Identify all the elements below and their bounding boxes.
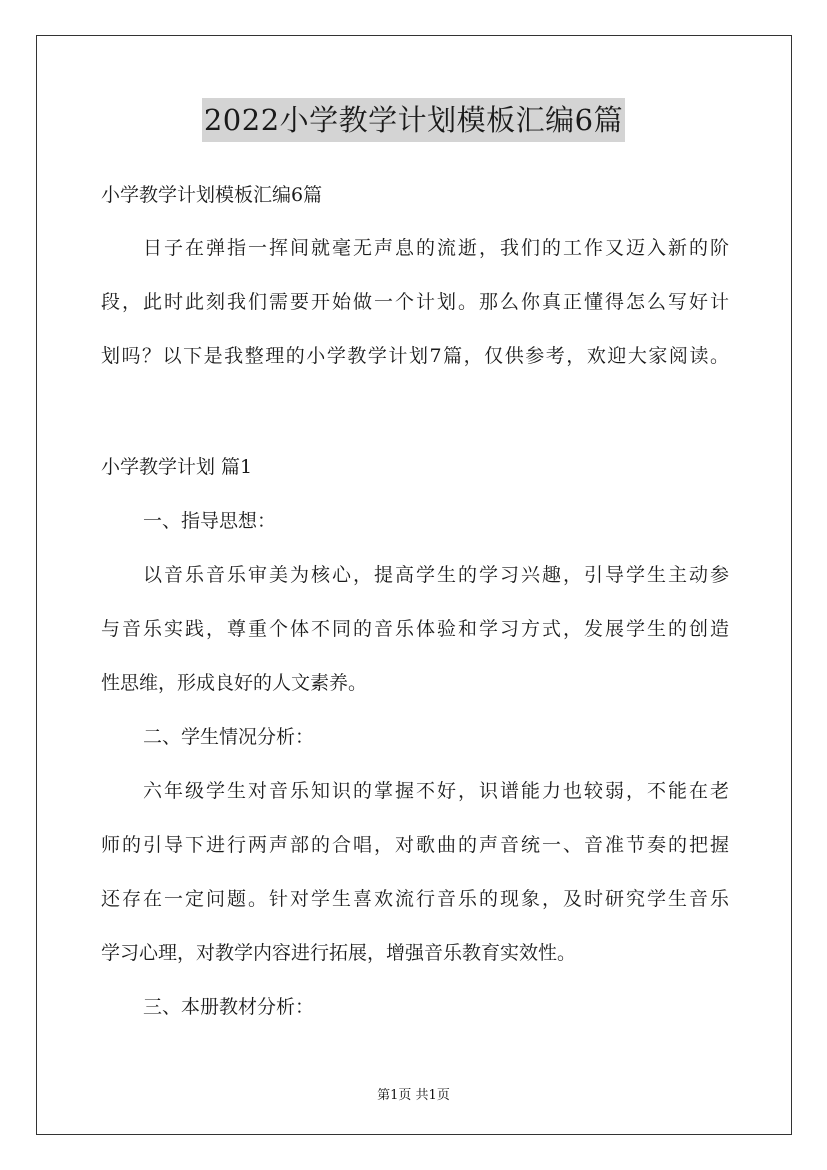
para-1-line-1: 以音乐音乐审美为核心，提高学生的学习兴趣，引导学生主动参 [143, 564, 729, 586]
para-1-line-3: 性思维，形成良好的人文素养。 [101, 672, 368, 694]
intro-line-3: 划吗？以下是我整理的小学教学计划7篇，仅供参考，欢迎大家阅读。 [101, 345, 729, 367]
intro-line-2: 段，此时此刻我们需要开始做一个计划。那么你真正懂得怎么写好计 [101, 291, 729, 313]
document-title-text: 2022小学教学计划模板汇编6篇 [202, 98, 625, 142]
para-2-line-4: 学习心理，对教学内容进行拓展，增强音乐教育实效性。 [101, 942, 577, 964]
document-subtitle: 小学教学计划模板汇编6篇 [101, 184, 323, 206]
page-footer: 第1页 共1页 [377, 1088, 450, 1103]
para-2-line-3: 还存在一定问题。针对学生喜欢流行音乐的现象，及时研究学生音乐 [101, 888, 729, 910]
section-heading: 小学教学计划 篇1 [101, 456, 253, 478]
heading-student-analysis: 二、学生情况分析： [143, 726, 315, 748]
heading-guiding-ideology: 一、指导思想： [143, 510, 277, 532]
para-1-line-2: 与音乐实践，尊重个体不同的音乐体验和学习方式，发展学生的创造 [101, 618, 729, 640]
para-2-line-1: 六年级学生对音乐知识的掌握不好，识谱能力也较弱，不能在老 [143, 780, 729, 802]
intro-line-1: 日子在弹指一挥间就毫无声息的流逝，我们的工作又迈入新的阶 [143, 237, 729, 259]
para-2-line-2: 师的引导下进行两声部的合唱，对歌曲的声音统一、音准节奏的把握 [101, 834, 729, 856]
heading-textbook-analysis: 三、本册教材分析： [143, 996, 315, 1018]
document-title [0, 98, 827, 142]
